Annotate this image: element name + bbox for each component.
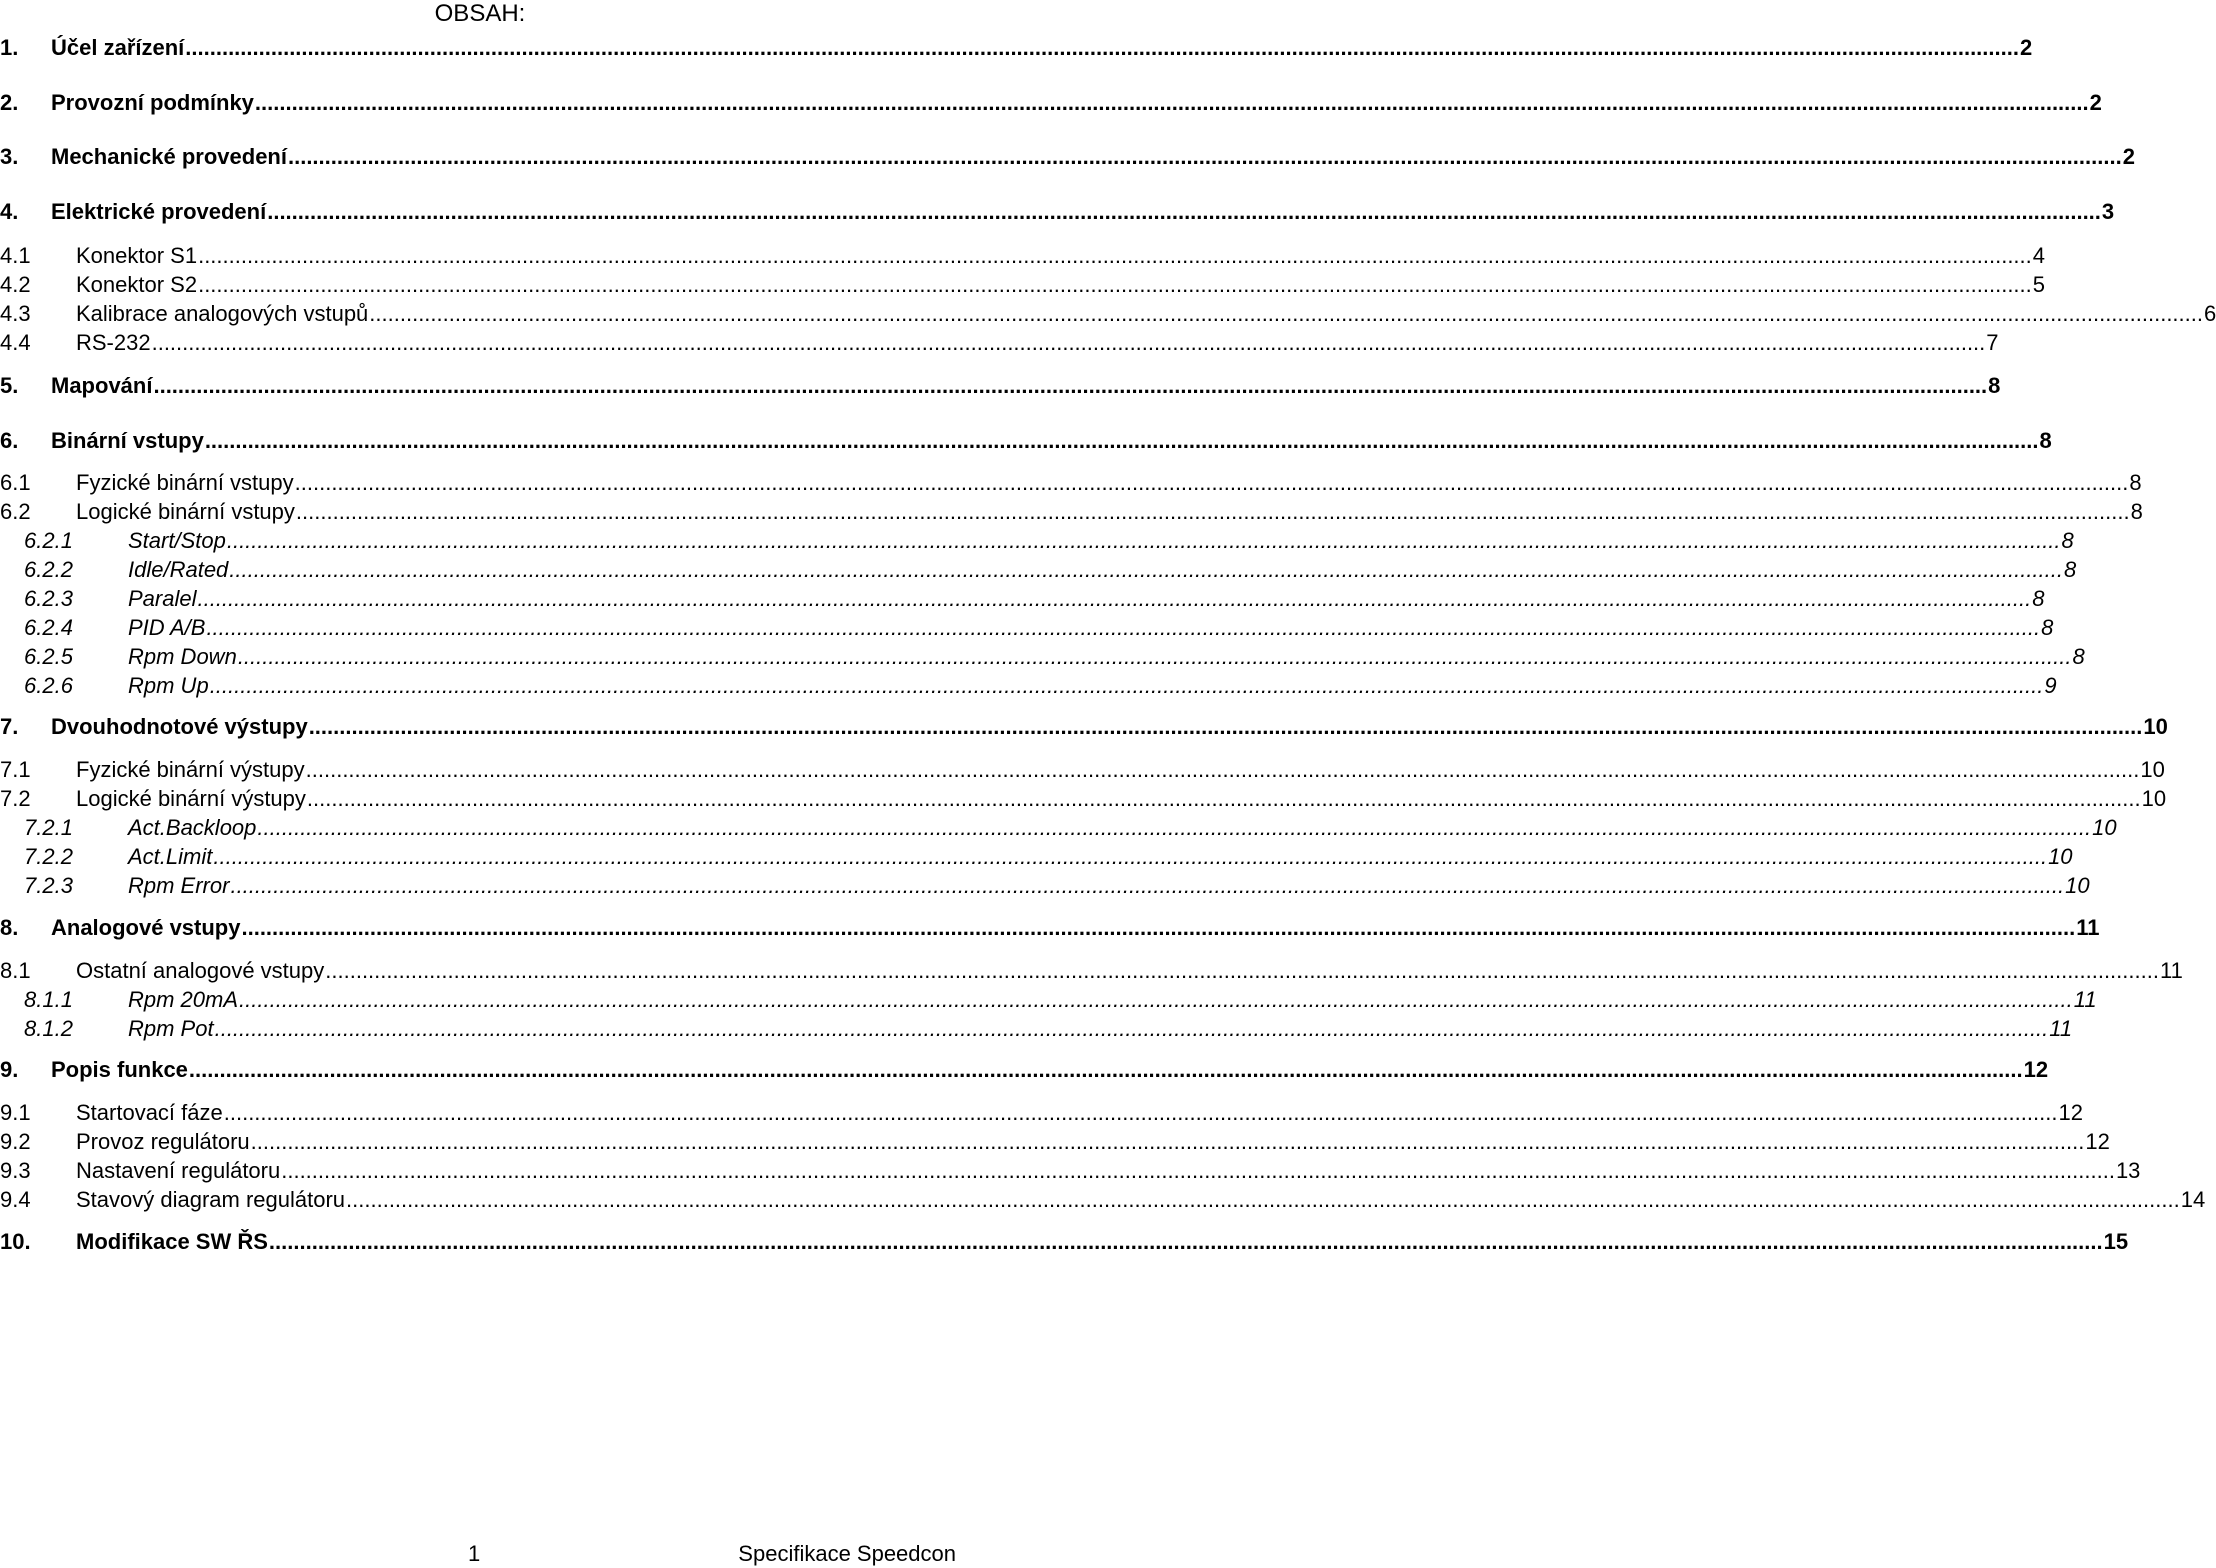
toc-entry-number: 9.4: [0, 1187, 31, 1212]
toc-entry[interactable]: [0, 1098, 2083, 1126]
toc-entry-title: Paralel: [128, 586, 197, 611]
toc-leader-dots: ............................................................................................................................................................................................................................................................................................................: [237, 644, 2072, 669]
toc-entry-title: Act.Limit: [128, 844, 213, 869]
toc-entry-number: 9.: [0, 1057, 19, 1082]
toc-entry-title: Provoz regulátoru: [76, 1129, 250, 1154]
toc-entry-number: 6.2.3: [24, 586, 73, 611]
toc-leader-dots: ............................................................................................................................................................................................................................................................................................................: [226, 528, 2061, 553]
toc-entry-page: 12: [2085, 1129, 2110, 1154]
toc-entry-number: 1.: [0, 35, 19, 60]
toc-entry[interactable]: [0, 712, 2168, 740]
toc-entry-page: 13: [2115, 1158, 2141, 1183]
toc-entry-number: 7.: [0, 714, 19, 739]
toc-entry[interactable]: [0, 468, 2142, 496]
toc-entry-page: 10: [2140, 757, 2165, 782]
toc-entry-page: 8: [1988, 373, 2001, 398]
toc-entry-number: 5.: [0, 373, 19, 398]
toc-entry[interactable]: [0, 526, 2074, 554]
toc-leader-dots: ............................................................................................................................................................................................................................................................................................................: [223, 1100, 2058, 1125]
toc-entry-title: Logické binární vstupy: [76, 499, 295, 524]
toc-entry[interactable]: [0, 142, 2135, 170]
toc-entry-number: 7.1: [0, 757, 31, 782]
toc-entry-page: 10: [2048, 844, 2073, 869]
toc-entry[interactable]: [0, 88, 2102, 116]
toc-entry-page: 8: [2072, 644, 2085, 669]
toc-leader-dots: ............................................................................................................................................................................................................................................................................................................: [254, 90, 2089, 115]
toc-entry-number: 6.2.5: [24, 644, 73, 669]
toc-leader-dots: ............................................................................................................................................................................................................................................................................................................: [267, 199, 2101, 224]
toc-entry[interactable]: [0, 33, 2033, 61]
toc-entry-title: Idle/Rated: [128, 557, 229, 582]
toc-entry[interactable]: [0, 784, 2167, 812]
toc-entry[interactable]: [0, 985, 2097, 1013]
toc-entry-number: 6.2.2: [24, 557, 73, 582]
toc-entry-number: 8.1.2: [24, 1016, 73, 1041]
toc-entry-number: 6.: [0, 428, 19, 453]
toc-leader-dots: ............................................................................................................................................................................................................................................................................................................: [241, 915, 2076, 940]
toc-entry-title: Rpm Error: [128, 873, 230, 898]
toc-entry-page: 8: [2064, 557, 2077, 582]
toc-leader-dots: ............................................................................................................................................................................................................................................................................................................: [188, 1057, 2023, 1082]
toc-entry-number: 4.2: [0, 272, 31, 297]
toc-entry-number: 7.2: [0, 786, 31, 811]
toc-entry-title: RS-232: [76, 330, 151, 355]
toc-entry-title: Fyzické binární vstupy: [76, 470, 294, 495]
toc-entry-page: 10: [2141, 786, 2167, 811]
toc-leader-dots: ............................................................................................................................................................................................................................................................................................................: [306, 786, 2141, 811]
toc-entry-title: Fyzické binární výstupy: [76, 757, 305, 782]
toc-entry-page: 6: [2204, 301, 2216, 326]
toc-entry[interactable]: [0, 1014, 2073, 1042]
toc-leader-dots: ............................................................................................................................................................................................................................................................................................................: [206, 615, 2041, 640]
toc-entry-number: 8.1.1: [24, 987, 73, 1012]
toc-entry-page: 4: [2032, 243, 2046, 268]
toc-leader-dots: ............................................................................................................................................................................................................................................................................................................: [281, 1158, 2115, 1183]
toc-entry-title: Mechanické provedení: [51, 144, 287, 169]
toc-entry-page: 2: [2019, 35, 2033, 60]
toc-entry[interactable]: [0, 755, 2165, 783]
toc-entry-page: 14: [2180, 1187, 2206, 1212]
toc-entry-page: 8: [2039, 428, 2052, 453]
toc-entry-title: Rpm Up: [128, 673, 209, 698]
toc-entry-title: Provozní podmínky: [51, 90, 254, 115]
footer-page-number: 1: [468, 1541, 481, 1566]
toc-entry-page: 15: [2103, 1229, 2129, 1254]
toc-entry-page: 11: [2049, 1016, 2073, 1041]
toc-leader-dots: ............................................................................................................................................................................................................................................................................................................: [230, 873, 2065, 898]
toc-entry-title: Dvouhodnotové výstupy: [51, 714, 308, 739]
toc-entry-number: 4.4: [0, 330, 31, 355]
toc-entry-title: Modifikace SW ŘS: [76, 1229, 268, 1254]
toc-leader-dots: ............................................................................................................................................................................................................................................................................................................: [346, 1187, 2180, 1212]
toc-entry-title: Mapování: [51, 373, 153, 398]
toc-entry-number: 6.2.6: [24, 673, 73, 698]
toc-leader-dots: ............................................................................................................................................................................................................................................................................................................: [213, 844, 2048, 869]
toc-entry-number: 6.2: [0, 499, 31, 524]
toc-entry-title: Účel zařízení: [51, 35, 185, 60]
toc-entry-page: 11: [2159, 958, 2183, 983]
toc-entry-page: 10: [2092, 815, 2117, 840]
toc-leader-dots: ............................................................................................................................................................................................................................................................................................................: [325, 958, 2159, 983]
toc-entry-page: 10: [2143, 714, 2168, 739]
toc-entry-page: 12: [2023, 1057, 2049, 1082]
toc-entry[interactable]: [0, 671, 2057, 699]
toc-leader-dots: ............................................................................................................................................................................................................................................................................................................: [268, 1229, 2103, 1254]
toc-entry-title: Start/Stop: [128, 528, 226, 553]
toc-entry[interactable]: [0, 813, 2117, 841]
toc-entry-title: Binární vstupy: [51, 428, 204, 453]
toc-entry[interactable]: [0, 613, 2054, 641]
toc-entry[interactable]: [0, 497, 2143, 525]
toc-leader-dots: ............................................................................................................................................................................................................................................................................................................: [295, 499, 2130, 524]
toc-entry-title: Elektrické provedení: [51, 199, 267, 224]
toc-entry-title: Nastavení regulátoru: [76, 1158, 281, 1183]
footer-document-name: Specifikace Speedcon: [738, 1541, 956, 1566]
toc-entry[interactable]: [0, 270, 2046, 298]
toc-entry-number: 4.3: [0, 301, 31, 326]
toc-entry[interactable]: [0, 584, 2045, 612]
toc-leader-dots: ............................................................................................................................................................................................................................................................................................................: [204, 428, 2039, 453]
toc-entry-number: 9.1: [0, 1100, 31, 1125]
toc-entry-number: 10.: [0, 1229, 31, 1254]
toc-entry[interactable]: [0, 1055, 2049, 1083]
toc-leader-dots: ............................................................................................................................................................................................................................................................................................................: [229, 557, 2063, 582]
toc-leader-dots: ............................................................................................................................................................................................................................................................................................................: [287, 144, 2122, 169]
toc-entry-title: Rpm 20mA: [128, 987, 239, 1012]
toc-leader-dots: ............................................................................................................................................................................................................................................................................................................: [209, 673, 2044, 698]
toc-entry[interactable]: [0, 842, 2073, 870]
toc-entry[interactable]: [0, 371, 2001, 399]
toc-entry-title: Rpm Down: [128, 644, 237, 669]
toc-leader-dots: ............................................................................................................................................................................................................................................................................................................: [153, 373, 1988, 398]
toc-leader-dots: ............................................................................................................................................................................................................................................................................................................: [198, 272, 2032, 297]
toc-entry-number: 6.2.4: [24, 615, 73, 640]
toc-entry-title: PID A/B: [128, 615, 206, 640]
toc-entry-number: 2.: [0, 90, 19, 115]
toc-entry[interactable]: [0, 197, 2115, 225]
toc-entry-page: 11: [2076, 915, 2100, 940]
toc-entry[interactable]: [0, 642, 2085, 670]
toc-entry-title: Act.Backloop: [128, 815, 257, 840]
toc-entry[interactable]: [0, 328, 1999, 356]
toc-entry-title: Startovací fáze: [76, 1100, 223, 1125]
page-title-text: OBSAH:: [434, 0, 526, 27]
toc-leader-dots: ............................................................................................................................................................................................................................................................................................................: [197, 586, 2032, 611]
toc-entry-number: 9.3: [0, 1158, 31, 1183]
toc-entry[interactable]: [0, 913, 2100, 941]
toc-entry-title: Konektor S2: [76, 272, 198, 297]
toc-leader-dots: ............................................................................................................................................................................................................................................................................................................: [214, 1016, 2049, 1041]
toc-leader-dots: ............................................................................................................................................................................................................................................................................................................: [308, 714, 2143, 739]
toc-entry-title: Popis funkce: [51, 1057, 188, 1082]
toc-leader-dots: ............................................................................................................................................................................................................................................................................................................: [294, 470, 2129, 495]
toc-entry[interactable]: [0, 871, 2090, 899]
toc-entry[interactable]: [0, 1156, 2141, 1184]
toc-entry-page: 8: [2041, 615, 2054, 640]
toc-entry[interactable]: [0, 299, 2216, 327]
toc-entry[interactable]: [0, 426, 2052, 454]
toc-entry[interactable]: [0, 1185, 2206, 1213]
toc-entry-title: Konektor S1: [76, 243, 198, 268]
toc-leader-dots: ............................................................................................................................................................................................................................................................................................................: [257, 815, 2092, 840]
toc-entry-number: 4.1: [0, 243, 31, 268]
toc-entry[interactable]: [0, 241, 2046, 269]
toc-leader-dots: ............................................................................................................................................................................................................................................................................................................: [250, 1129, 2085, 1154]
toc-leader-dots: ............................................................................................................................................................................................................................................................................................................: [198, 243, 2032, 268]
toc-entry-page: 10: [2065, 873, 2090, 898]
toc-entry-page: 7: [1986, 330, 1999, 355]
toc-entry-number: 7.2.1: [24, 815, 73, 840]
toc-entry-title: Analogové vstupy: [51, 915, 241, 940]
toc-entry-page: 2: [2122, 144, 2135, 169]
toc-leader-dots: ............................................................................................................................................................................................................................................................................................................: [369, 301, 2203, 326]
toc-leader-dots: ............................................................................................................................................................................................................................................................................................................: [151, 330, 1986, 355]
toc-entry-number: 8.1: [0, 958, 31, 983]
toc-entry-page: 8: [2061, 528, 2074, 553]
toc-entry-title: Ostatní analogové vstupy: [76, 958, 325, 983]
toc-entry-page: 2: [2089, 90, 2102, 115]
toc-entry-number: 4.: [0, 199, 19, 224]
toc-leader-dots: ............................................................................................................................................................................................................................................................................................................: [305, 757, 2140, 782]
toc-entry-page: 9: [2044, 673, 2057, 698]
toc-entry-page: 3: [2101, 199, 2115, 224]
toc-entry-page: 11: [2073, 987, 2097, 1012]
toc-entry[interactable]: [0, 1227, 2129, 1255]
toc-entry-number: 8.: [0, 915, 19, 940]
toc-entry-number: 6.1: [0, 470, 31, 495]
toc-entry-title: Stavový diagram regulátoru: [76, 1187, 346, 1212]
toc-entry-title: Rpm Pot: [128, 1016, 214, 1041]
toc-entry-number: 6.2.1: [24, 528, 73, 553]
toc-entry-page: 8: [2129, 470, 2142, 495]
toc-entry-number: 7.2.3: [24, 873, 73, 898]
toc-entry-number: 9.2: [0, 1129, 31, 1154]
toc-entry[interactable]: [0, 956, 2183, 984]
toc-entry-page: 8: [2032, 586, 2045, 611]
toc-entry-number: 7.2.2: [24, 844, 73, 869]
toc-leader-dots: ............................................................................................................................................................................................................................................................................................................: [185, 35, 2019, 60]
toc-entry-page: 8: [2130, 499, 2143, 524]
toc-entry-page: 12: [2058, 1100, 2083, 1125]
toc-entry-number: 3.: [0, 144, 19, 169]
toc-entry-title: Logické binární výstupy: [76, 786, 306, 811]
toc-leader-dots: ............................................................................................................................................................................................................................................................................................................: [239, 987, 2073, 1012]
toc-entry[interactable]: [0, 555, 2077, 583]
toc-entry-page: 5: [2032, 272, 2046, 297]
toc-entry[interactable]: [0, 1127, 2110, 1155]
toc-entry-title: Kalibrace analogových vstupů: [76, 301, 369, 326]
